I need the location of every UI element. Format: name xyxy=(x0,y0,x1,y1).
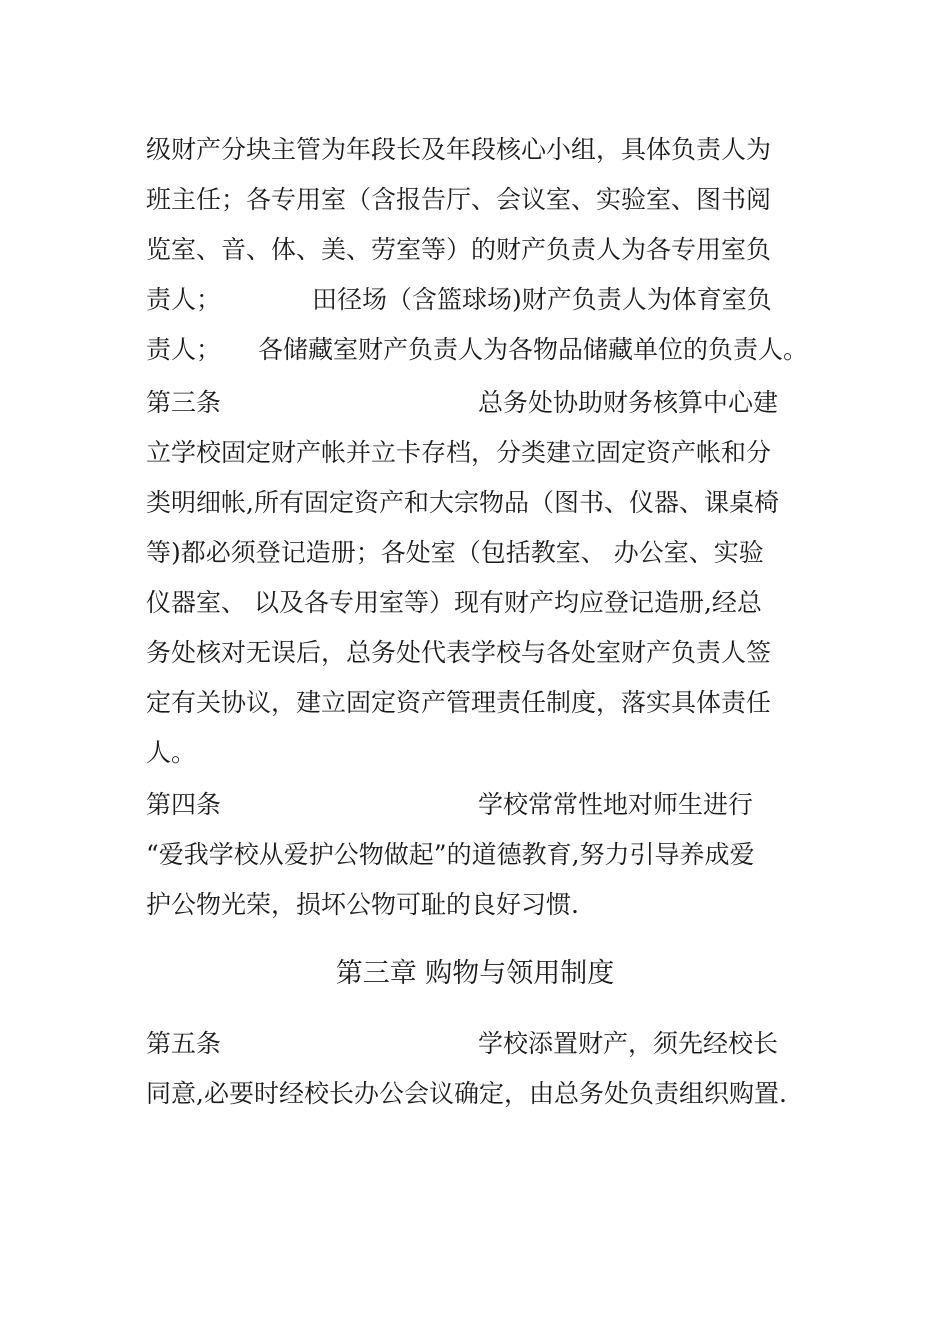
article-4-label: 第四条 xyxy=(146,790,222,819)
article-3-line: 等)都必须登记造册；各处室（包括教室、 办公室、实验 xyxy=(146,538,764,567)
article-3-line: 立学校固定财产帐并立卡存档，分类建立固定资产帐和分 xyxy=(146,438,772,467)
chapter-3-title: 第三章 购物与领用制度 xyxy=(335,958,615,989)
paragraph-line-continuation: 田径场（含篮球场)财产负责人为体育室负 xyxy=(312,285,772,314)
article-5-line: 同意,必要时经校长办公会议确定，由总务处负责组织购置. xyxy=(146,1079,787,1108)
article-3-line: 类明细帐,所有固定资产和大宗物品（图书、仪器、课桌椅 xyxy=(146,488,779,517)
article-4-lead: 学校常常性地对师生进行 xyxy=(478,790,754,819)
article-3-line: 人。 xyxy=(146,738,197,767)
paragraph-line-continuation: 各储藏室财产负责人为各物品储藏单位的负责人。 xyxy=(258,335,809,364)
article-3-label: 第三条 xyxy=(146,388,222,417)
paragraph-line: 责人； xyxy=(146,285,222,314)
article-3-line: 务处核对无误后，总务处代表学校与各处室财产负责人签 xyxy=(146,638,772,667)
paragraph-line: 责人； xyxy=(146,335,222,364)
article-3-line: 仪器室、 以及各专用室等）现有财产均应登记造册,经总 xyxy=(146,588,762,617)
article-3-lead: 总务处协助财务核算中心建 xyxy=(478,388,779,417)
paragraph-line: 级财产分块主管为年段长及年段核心小组，具体负责人为 xyxy=(146,135,772,164)
article-4-line: “爱我学校从爱护公物做起”的道德教育,努力引导养成爱 xyxy=(146,840,755,869)
article-5-label: 第五条 xyxy=(146,1029,222,1058)
article-4-line: 护公物光荣，损坏公物可耻的良好习惯. xyxy=(146,890,579,919)
article-3-line: 定有关协议，建立固定资产管理责任制度，落实具体责任 xyxy=(146,688,772,717)
article-5-lead: 学校添置财产，须先经校长 xyxy=(478,1029,779,1058)
paragraph-line: 班主任；各专用室（含报告厅、会议室、实验室、图书阅 xyxy=(146,185,772,214)
paragraph-line: 览室、音、体、美、劳室等）的财产负责人为各专用室负 xyxy=(146,235,772,264)
